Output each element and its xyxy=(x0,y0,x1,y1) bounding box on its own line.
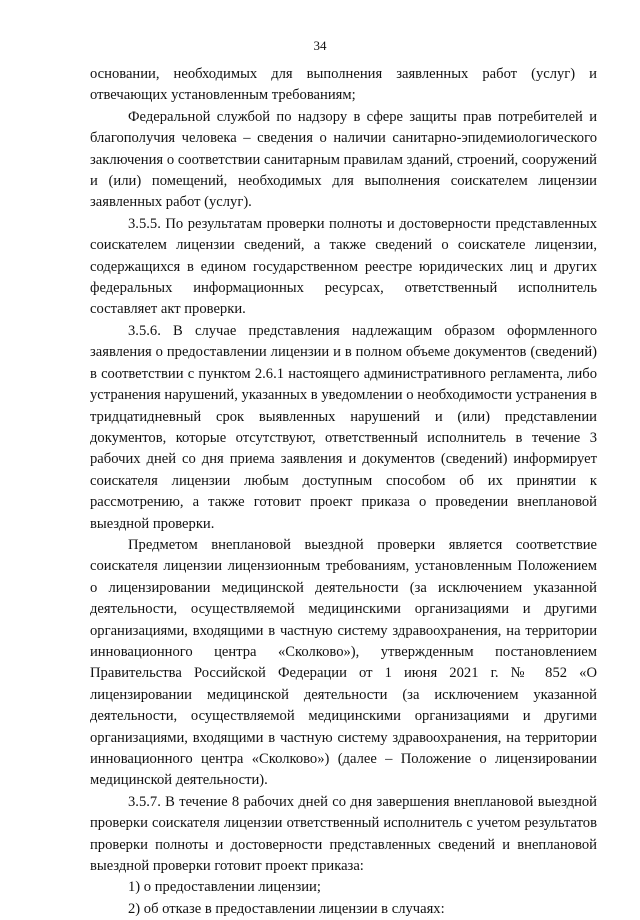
paragraph-rospotrebnadzor: Федеральной службой по надзору в сфере защиты прав потребителей и благополучия человека – сведения о наличии санитарно-эпидемиологического заключения о соответствии санитарным правилам зданий, строений, сооружений и (или) помещений, необходимых для выполнения соискателем лицензии заявленных работ (услуг). xyxy=(90,108,597,211)
paragraph-3-5-6: 3.5.6. В случае представления надлежащим образом оформленного заявления о предоставлении лицензии и в полном объеме документов (сведений) в соответствии с пунктом 2.6.1 настоящего административного регламента, либо устранения нарушений, указанных в уведомлении о необходимости устранения в тридцатидневный срок выявленных нарушений и (или) представлении документов, которые отсутствуют, ответственный исполнитель в течение 3 рабочих дней со дня приема заявления и документов (сведений) информирует соискателя лицензии любым доступным способом об их принятии к рассмотрению, а также готовит проект приказа о проведении внеплановой выездной проверки. xyxy=(90,322,597,532)
paragraph-3-5-7: 3.5.7. В течение 8 рабочих дней со дня завершения внеплановой выездной проверки соискателя лицензии ответственный исполнитель с учетом результатов проверки полноты и достоверности представленных сведений и внеплановой выездной проверки готовит проект приказа: xyxy=(90,793,597,875)
paragraph-3-5-5: 3.5.5. По результатам проверки полноты и достоверности представленных соискателем лицензии сведений, а также сведений о соискателе лицензии, содержащихся в едином государственном реестре юридических лиц и других федеральных информационных ресурсах, ответственный исполнитель составляет акт проверки. xyxy=(90,215,597,318)
paragraph-inspection-subject: Предметом внеплановой выездной проверки является соответствие соискателя лицензии лицензионным требованиям, установленным Положением о лицензировании медицинской деятельности (за исключением указанной деятельности, осуществляемой медицинскими организациями и другими организациями, входящими в частную систему здравоохранения, на территории инновационного центра «Сколково»), утвержденным постановлением Правительства Российской Федерации от 1 июня 2021 г. № 852 «О лицензировании медицинской деятельности (за исключением указанной деятельности, осуществляемой медицинскими организациями и другими организациями, входящими в частную систему здравоохранения, на территории инновационного центра «Сколково») (далее – Положение о лицензировании медицинской деятельности). xyxy=(90,536,597,789)
list-item-1: 1) о предоставлении лицензии; xyxy=(128,879,321,896)
page-number: 34 xyxy=(313,38,327,53)
paragraph-continuation: основании, необходимых для выполнения заявленных работ (услуг) и отвечающих установленным требованиям; xyxy=(90,66,597,104)
list-item-2: 2) об отказе в предоставлении лицензии в случаях: xyxy=(128,900,445,917)
document-body xyxy=(90,64,597,920)
